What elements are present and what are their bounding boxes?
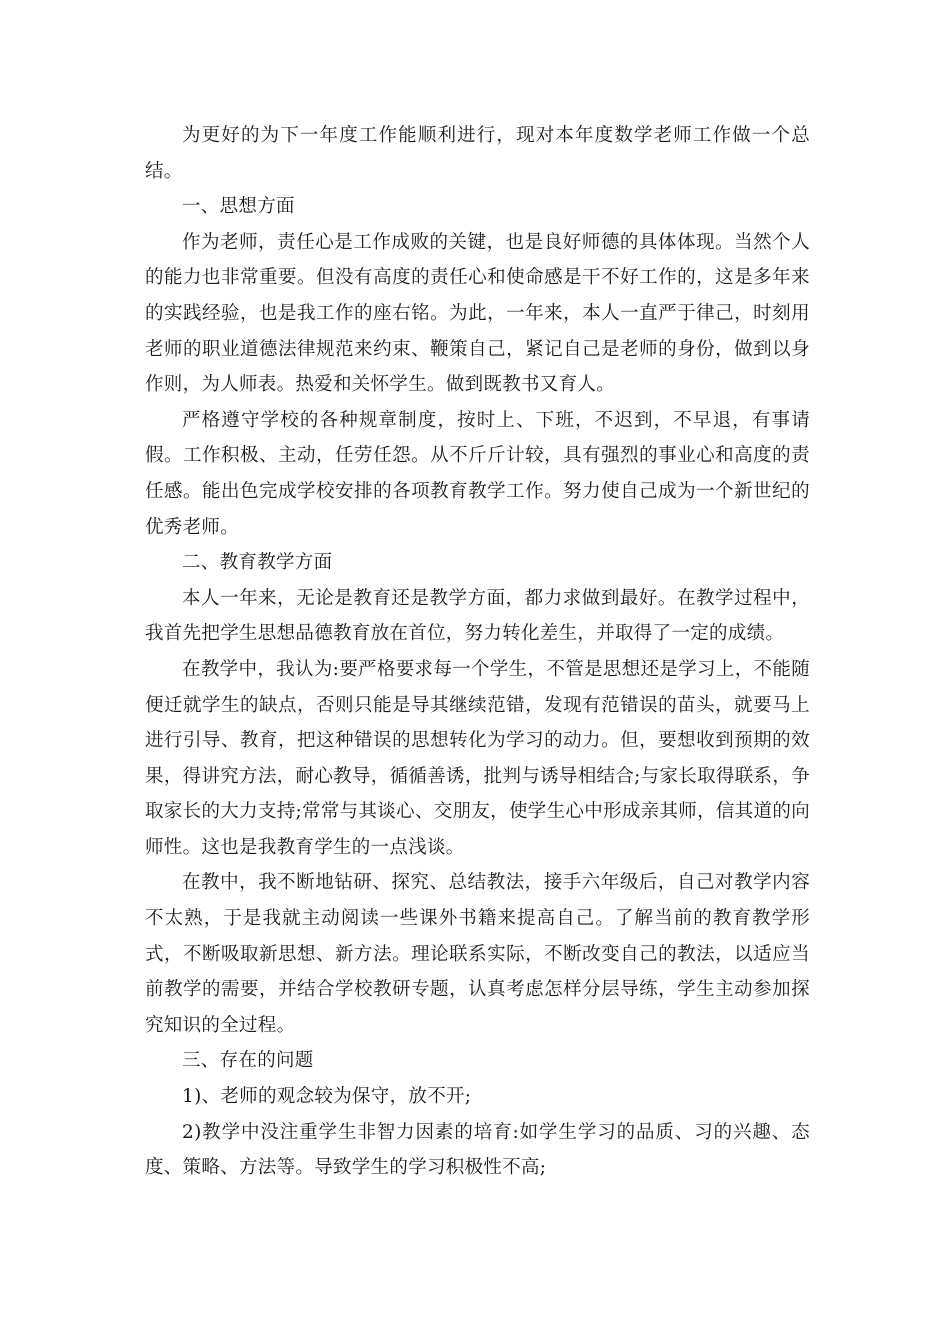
paragraph-research: 在教中，我不断地钻研、探究、总结教法，接手六年级后，自己对教学内容不太熟，于是我就主动阅读一些课外书籍来提高自己。了解当前的教育教学形式，不断吸取新思想、新方法。理论联系实际，不断改变自己的教法，以适应当前教学的需要，并结合学校教研专题，认真考虑怎样分层导练，学生主动参加探究知识的全过程。 (145, 872, 810, 1036)
document-body (145, 118, 810, 1186)
list-item-problem-1: 1)、老师的观念较为保守，放不开; (182, 1086, 472, 1108)
paragraph-responsibility: 作为老师，责任心是工作成败的关键，也是良好师德的具体体现。当然个人的能力也非常重要。但没有高度的责任心和使命感是干不好工作的，这是多年来的实践经验，也是我工作的座右铭。为此，一年来，本人一直严于律己，时刻用老师的职业道德法律规范来约束、鞭策自己，紧记自己是老师的身份，做到以身作则，为人师表。热爱和关怀学生。做到既教书又育人。 (145, 231, 810, 396)
section-heading-thought: 一、思想方面 (182, 196, 295, 218)
paragraph-rules: 严格遵守学校的各种规章制度，按时上、下班，不迟到，不早退，有事请假。工作积极、主动，任劳任怨。从不斤斤计较，具有强烈的事业心和高度的责任感。能出色完成学校安排的各项教育教学工作。努力使自己成为一个新世纪的优秀老师。 (145, 409, 810, 538)
paragraph-year-review: 本人一年来，无论是教育还是教学方面，都力求做到最好。在教学过程中，我首先把学生思想品德教育放在首位，努力转化差生，并取得了一定的成绩。 (145, 587, 810, 645)
section-heading-problems: 三、存在的问题 (182, 1050, 314, 1072)
paragraph-intro: 为更好的为下一年度工作能顺利进行，现对本年度数学老师工作做一个总结。 (145, 125, 810, 182)
paragraph-teaching-method: 在教学中，我认为:要严格要求每一个学生，不管是思想还是学习上，不能随便迁就学生的缺点，否则只能是导其继续范错，发现有范错误的苗头，就要马上进行引导、教育，把这种错误的思想转化为学习的动力。但，要想收到预期的效果，得讲究方法，耐心教导，循循善诱，批判与诱导相结合;与家长取得联系，争取家长的大力支持;常常与其谈心、交朋友，使学生心中形成亲其师，信其道的向师性。这也是我教育学生的一点浅谈。 (145, 658, 810, 858)
section-heading-teaching: 二、教育教学方面 (182, 552, 333, 574)
list-item-problem-2: 2)教学中没注重学生非智力因素的培育:如学生学习的品质、习的兴趣、态度、策略、方法等。导致学生的学习积极性不高; (145, 1121, 810, 1179)
